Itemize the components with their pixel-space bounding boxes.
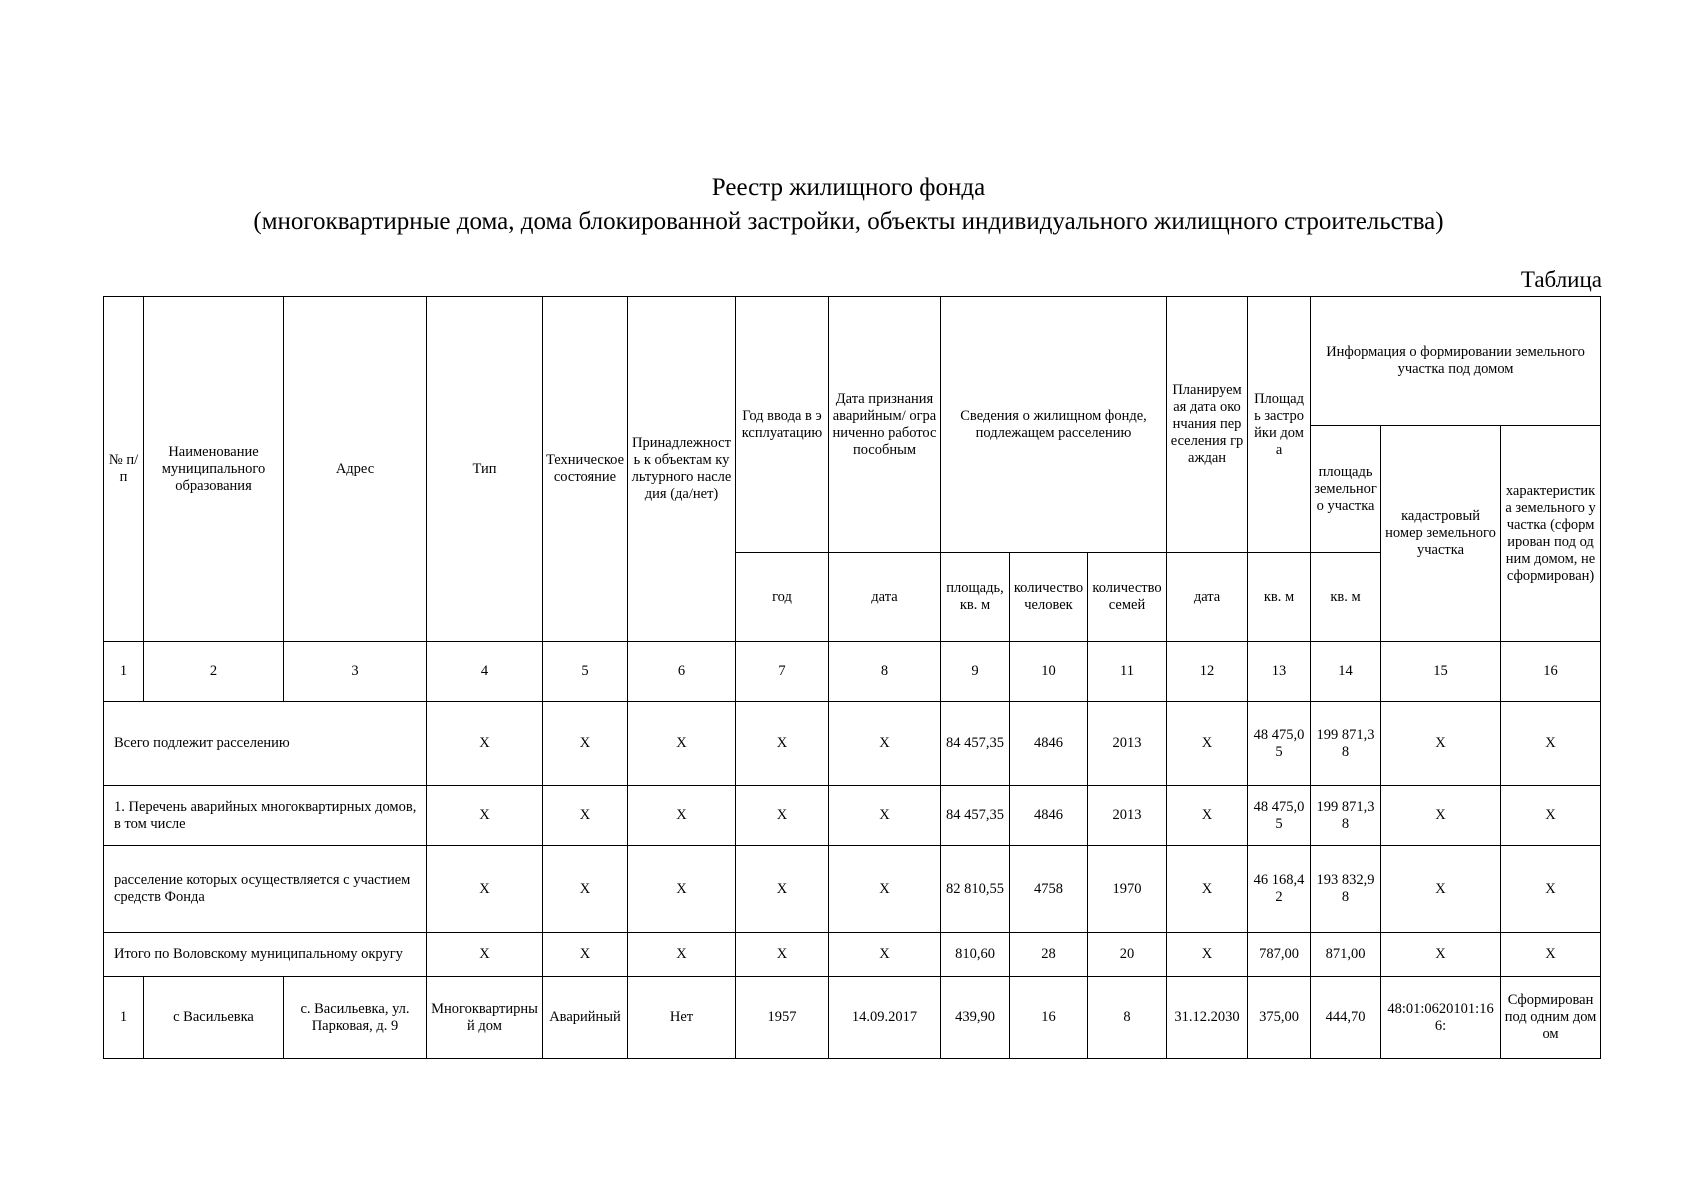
cell-land-char: X <box>1501 933 1601 977</box>
cell-built-area: 48 475,05 <box>1248 786 1311 846</box>
cell-families: 2013 <box>1088 786 1167 846</box>
col-header-land-area: площадь земельного участка <box>1311 426 1381 553</box>
cell-area: 439,90 <box>941 977 1010 1059</box>
cell-tech-state: Аварийный <box>543 977 628 1059</box>
row-label: расселение которых осуществляется с участием средств Фонда <box>104 846 427 933</box>
col-header-address: Адрес <box>284 297 427 642</box>
cell-address: с. Васильевка, ул. Парковая, д. 9 <box>284 977 427 1059</box>
column-number: 6 <box>628 642 736 702</box>
col-header-land-char: характеристика земельного участка (сформирован под одним домом, не сформирован) <box>1501 426 1601 642</box>
cell-cadastral: X <box>1381 846 1501 933</box>
cell-heritage: X <box>628 702 736 786</box>
header-row <box>104 297 1601 426</box>
col-header-year: Год ввода в эксплуатацию <box>736 297 829 553</box>
page-subtitle: (многоквартирные дома, дома блокированной застройки, объекты индивидуального жилищного строительства) <box>253 208 1444 235</box>
cell-built-area: 787,00 <box>1248 933 1311 977</box>
cell-emergency-date: X <box>829 846 941 933</box>
table-caption: Таблица <box>1520 267 1602 292</box>
column-number: 12 <box>1167 642 1248 702</box>
table-row <box>104 846 1601 933</box>
col-header-number: № п/п <box>104 297 144 642</box>
sub-header-planned-date: дата <box>1167 553 1248 642</box>
cell-area: 84 457,35 <box>941 702 1010 786</box>
column-number: 13 <box>1248 642 1311 702</box>
col-header-type: Тип <box>427 297 543 642</box>
cell-heritage: X <box>628 846 736 933</box>
sub-header-sqm: кв. м <box>1248 553 1311 642</box>
cell-people: 4846 <box>1010 702 1088 786</box>
page-title: Реестр жилищного фонда <box>711 174 986 201</box>
cell-tech-state: X <box>543 846 628 933</box>
column-number: 11 <box>1088 642 1167 702</box>
cell-planned-date: X <box>1167 846 1248 933</box>
col-header-tech-state: Техническое состояние <box>543 297 628 642</box>
column-number-row <box>104 642 1601 702</box>
cell-cadastral: X <box>1381 786 1501 846</box>
cell-families: 2013 <box>1088 702 1167 786</box>
sub-header-land-sqm: кв. м <box>1311 553 1381 642</box>
cell-land-char: X <box>1501 786 1601 846</box>
cell-people: 16 <box>1010 977 1088 1059</box>
cell-type: X <box>427 933 543 977</box>
cell-land-area: 199 871,38 <box>1311 702 1381 786</box>
cell-year: X <box>736 846 829 933</box>
cell-cadastral: X <box>1381 933 1501 977</box>
column-number: 4 <box>427 642 543 702</box>
cell-emergency-date: 14.09.2017 <box>829 977 941 1059</box>
table-row <box>104 786 1601 846</box>
housing-registry-table <box>103 296 1601 1059</box>
cell-tech-state: X <box>543 786 628 846</box>
table-row <box>104 977 1601 1059</box>
cell-land-area: 444,70 <box>1311 977 1381 1059</box>
cell-year: 1957 <box>736 977 829 1059</box>
cell-families: 1970 <box>1088 846 1167 933</box>
col-header-group-land: Информация о формировании земельного участка под домом <box>1311 297 1601 426</box>
cell-area: 82 810,55 <box>941 846 1010 933</box>
col-header-emergency-date: Дата признания аварийным/ ограниченно работоспособным <box>829 297 941 553</box>
cell-people: 28 <box>1010 933 1088 977</box>
col-header-built-area: Площадь застройки дома <box>1248 297 1311 553</box>
cell-type: Многоквартирный дом <box>427 977 543 1059</box>
cell-emergency-date: X <box>829 702 941 786</box>
column-number: 5 <box>543 642 628 702</box>
cell-heritage: X <box>628 786 736 846</box>
cell-families: 8 <box>1088 977 1167 1059</box>
sub-header-people: количество человек <box>1010 553 1088 642</box>
row-label: Всего подлежит расселению <box>104 702 427 786</box>
cell-emergency-date: X <box>829 933 941 977</box>
column-number: 8 <box>829 642 941 702</box>
sub-header-year: год <box>736 553 829 642</box>
sub-header-date: дата <box>829 553 941 642</box>
col-header-planned-date: Планируемая дата окончания переселения граждан <box>1167 297 1248 553</box>
cell-planned-date: X <box>1167 786 1248 846</box>
cell-planned-date: X <box>1167 702 1248 786</box>
column-number: 16 <box>1501 642 1601 702</box>
cell-heritage: Нет <box>628 977 736 1059</box>
col-header-cadastral: кадастровый номер земельного участка <box>1381 426 1501 642</box>
column-number: 14 <box>1311 642 1381 702</box>
table-row <box>104 933 1601 977</box>
cell-planned-date: 31.12.2030 <box>1167 977 1248 1059</box>
cell-year: X <box>736 702 829 786</box>
column-number: 7 <box>736 642 829 702</box>
cell-cadastral: 48:01:0620101:166: <box>1381 977 1501 1059</box>
cell-built-area: 48 475,05 <box>1248 702 1311 786</box>
cell-year: X <box>736 933 829 977</box>
sub-header-area: площадь, кв. м <box>941 553 1010 642</box>
col-header-municipality: Наименование муниципального образования <box>144 297 284 642</box>
cell-type: X <box>427 702 543 786</box>
cell-tech-state: X <box>543 702 628 786</box>
column-number: 15 <box>1381 642 1501 702</box>
cell-emergency-date: X <box>829 786 941 846</box>
cell-year: X <box>736 786 829 846</box>
cell-tech-state: X <box>543 933 628 977</box>
column-number: 10 <box>1010 642 1088 702</box>
column-number: 1 <box>104 642 144 702</box>
cell-land-char: X <box>1501 702 1601 786</box>
column-number: 3 <box>284 642 427 702</box>
cell-built-area: 375,00 <box>1248 977 1311 1059</box>
cell-people: 4758 <box>1010 846 1088 933</box>
cell-municipality: с Васильевка <box>144 977 284 1059</box>
cell-land-area: 871,00 <box>1311 933 1381 977</box>
sub-header-families: количество семей <box>1088 553 1167 642</box>
cell-land-char: X <box>1501 846 1601 933</box>
cell-built-area: 46 168,42 <box>1248 846 1311 933</box>
cell-planned-date: X <box>1167 933 1248 977</box>
cell-people: 4846 <box>1010 786 1088 846</box>
row-label: 1. Перечень аварийных многоквартирных домов, в том числе <box>104 786 427 846</box>
cell-area: 84 457,35 <box>941 786 1010 846</box>
cell-land-char: Сформирован под одним домом <box>1501 977 1601 1059</box>
row-label: Итого по Воловскому муниципальному округу <box>104 933 427 977</box>
cell-type: X <box>427 786 543 846</box>
cell-families: 20 <box>1088 933 1167 977</box>
col-header-heritage: Принадлежность к объектам культурного наследия (да/нет) <box>628 297 736 642</box>
cell-type: X <box>427 846 543 933</box>
cell-land-area: 199 871,38 <box>1311 786 1381 846</box>
col-header-group-housing: Сведения о жилищном фонде, подлежащем расселению <box>941 297 1167 553</box>
cell-cadastral: X <box>1381 702 1501 786</box>
table-row <box>104 702 1601 786</box>
column-number: 2 <box>144 642 284 702</box>
cell-area: 810,60 <box>941 933 1010 977</box>
column-number: 9 <box>941 642 1010 702</box>
cell-number: 1 <box>104 977 144 1059</box>
cell-land-area: 193 832,98 <box>1311 846 1381 933</box>
cell-heritage: X <box>628 933 736 977</box>
